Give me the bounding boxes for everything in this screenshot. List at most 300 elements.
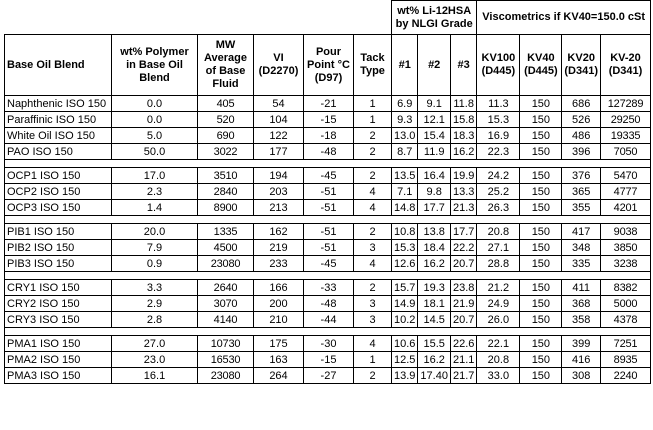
table-row bbox=[5, 112, 651, 128]
cell-vi: 203 bbox=[254, 184, 304, 200]
cell-kv-minus20: 127289 bbox=[601, 96, 651, 112]
cell-tack-type: 1 bbox=[354, 352, 392, 368]
cell-kv100: 16.9 bbox=[477, 128, 520, 144]
col-header-mw: MW Average of Base Fluid bbox=[198, 35, 254, 96]
cell-grade-1: 15.3 bbox=[392, 240, 418, 256]
cell-grade-1: 15.7 bbox=[392, 280, 418, 296]
cell-kv40: 150 bbox=[520, 144, 562, 160]
cell-kv40: 150 bbox=[520, 336, 562, 352]
cell-blend-name: Paraffinic ISO 150 bbox=[5, 112, 112, 128]
cell-mw-average: 3022 bbox=[198, 144, 254, 160]
cell-pour-point: -44 bbox=[304, 312, 354, 328]
separator-cell bbox=[450, 216, 476, 224]
cell-grade-1: 8.7 bbox=[392, 144, 418, 160]
cell-kv20: 416 bbox=[562, 352, 601, 368]
cell-kv100: 15.3 bbox=[477, 112, 520, 128]
cell-kv20: 308 bbox=[562, 368, 601, 384]
cell-blend-name: PMA3 ISO 150 bbox=[5, 368, 112, 384]
grease-group-header: wt% Li-12HSA by NLGI Grade bbox=[392, 1, 477, 35]
separator-cell bbox=[354, 160, 392, 168]
table-row bbox=[5, 280, 651, 296]
separator-cell bbox=[354, 328, 392, 336]
cell-blend-name: PMA1 ISO 150 bbox=[5, 336, 112, 352]
cell-wt-polymer: 20.0 bbox=[112, 224, 198, 240]
cell-tack-type: 4 bbox=[354, 184, 392, 200]
cell-kv100: 22.3 bbox=[477, 144, 520, 160]
cell-grade-3: 21.3 bbox=[450, 200, 476, 216]
cell-grade-1: 13.9 bbox=[392, 368, 418, 384]
cell-blend-name: CRY3 ISO 150 bbox=[5, 312, 112, 328]
cell-vi: 200 bbox=[254, 296, 304, 312]
table-row bbox=[5, 144, 651, 160]
cell-kv20: 686 bbox=[562, 96, 601, 112]
cell-blend-name: White Oil ISO 150 bbox=[5, 128, 112, 144]
cell-grade-3: 20.7 bbox=[450, 312, 476, 328]
cell-wt-polymer: 2.8 bbox=[112, 312, 198, 328]
cell-grade-3: 13.3 bbox=[450, 184, 476, 200]
cell-tack-type: 1 bbox=[354, 112, 392, 128]
cell-grade-3: 18.3 bbox=[450, 128, 476, 144]
cell-kv-minus20: 5000 bbox=[601, 296, 651, 312]
separator-cell bbox=[418, 328, 451, 336]
cell-blend-name: OCP2 ISO 150 bbox=[5, 184, 112, 200]
cell-grade-1: 10.2 bbox=[392, 312, 418, 328]
cell-mw-average: 520 bbox=[198, 112, 254, 128]
cell-grade-1: 6.9 bbox=[392, 96, 418, 112]
table-row bbox=[5, 368, 651, 384]
cell-mw-average: 690 bbox=[198, 128, 254, 144]
cell-wt-polymer: 7.9 bbox=[112, 240, 198, 256]
cell-kv20: 399 bbox=[562, 336, 601, 352]
cell-grade-1: 14.9 bbox=[392, 296, 418, 312]
cell-grade-1: 10.6 bbox=[392, 336, 418, 352]
cell-kv-minus20: 3850 bbox=[601, 240, 651, 256]
cell-blend-name: CRY2 ISO 150 bbox=[5, 296, 112, 312]
separator-cell bbox=[254, 272, 304, 280]
cell-blend-name: CRY1 ISO 150 bbox=[5, 280, 112, 296]
separator-cell bbox=[601, 328, 651, 336]
cell-kv20: 417 bbox=[562, 224, 601, 240]
cell-kv100: 20.8 bbox=[477, 352, 520, 368]
cell-grade-1: 14.8 bbox=[392, 200, 418, 216]
group-separator-row bbox=[5, 216, 651, 224]
cell-tack-type: 3 bbox=[354, 240, 392, 256]
cell-tack-type: 2 bbox=[354, 368, 392, 384]
cell-vi: 210 bbox=[254, 312, 304, 328]
cell-kv100: 24.2 bbox=[477, 168, 520, 184]
cell-grade-3: 23.8 bbox=[450, 280, 476, 296]
separator-cell bbox=[520, 272, 562, 280]
cell-grade-3: 21.1 bbox=[450, 352, 476, 368]
cell-kv20: 396 bbox=[562, 144, 601, 160]
cell-kv100: 22.1 bbox=[477, 336, 520, 352]
cell-kv100: 27.1 bbox=[477, 240, 520, 256]
cell-wt-polymer: 0.0 bbox=[112, 112, 198, 128]
cell-pour-point: -21 bbox=[304, 96, 354, 112]
table-row bbox=[5, 96, 651, 112]
cell-grade-2: 18.1 bbox=[418, 296, 451, 312]
cell-kv100: 11.3 bbox=[477, 96, 520, 112]
cell-kv-minus20: 19335 bbox=[601, 128, 651, 144]
cell-grade-3: 19.9 bbox=[450, 168, 476, 184]
table-row bbox=[5, 312, 651, 328]
cell-kv40: 150 bbox=[520, 368, 562, 384]
cell-kv40: 150 bbox=[520, 256, 562, 272]
separator-cell bbox=[601, 216, 651, 224]
cell-vi: 166 bbox=[254, 280, 304, 296]
cell-grade-2: 13.8 bbox=[418, 224, 451, 240]
col-header-kv100: KV100 (D445) bbox=[477, 35, 520, 96]
cell-pour-point: -51 bbox=[304, 184, 354, 200]
cell-grade-1: 12.6 bbox=[392, 256, 418, 272]
separator-cell bbox=[112, 216, 198, 224]
col-header-grade-3: #3 bbox=[450, 35, 476, 96]
cell-blend-name: OCP3 ISO 150 bbox=[5, 200, 112, 216]
cell-grade-2: 12.1 bbox=[418, 112, 451, 128]
cell-blend-name: OCP1 ISO 150 bbox=[5, 168, 112, 184]
cell-vi: 194 bbox=[254, 168, 304, 184]
cell-kv100: 33.0 bbox=[477, 368, 520, 384]
cell-grade-2: 9.1 bbox=[418, 96, 451, 112]
col-header-kv40: KV40 (D445) bbox=[520, 35, 562, 96]
separator-cell bbox=[450, 328, 476, 336]
col-header-vi: VI (D2270) bbox=[254, 35, 304, 96]
cell-vi: 162 bbox=[254, 224, 304, 240]
separator-cell bbox=[562, 272, 601, 280]
cell-kv20: 411 bbox=[562, 280, 601, 296]
cell-mw-average: 4500 bbox=[198, 240, 254, 256]
cell-kv-minus20: 3238 bbox=[601, 256, 651, 272]
cell-kv20: 358 bbox=[562, 312, 601, 328]
cell-vi: 233 bbox=[254, 256, 304, 272]
cell-pour-point: -30 bbox=[304, 336, 354, 352]
separator-cell bbox=[354, 216, 392, 224]
cell-wt-polymer: 3.3 bbox=[112, 280, 198, 296]
cell-wt-polymer: 0.9 bbox=[112, 256, 198, 272]
cell-mw-average: 4140 bbox=[198, 312, 254, 328]
cell-wt-polymer: 1.4 bbox=[112, 200, 198, 216]
separator-cell bbox=[304, 328, 354, 336]
group-header-row bbox=[5, 1, 651, 35]
separator-cell bbox=[392, 216, 418, 224]
separator-cell bbox=[418, 160, 451, 168]
cell-grade-1: 7.1 bbox=[392, 184, 418, 200]
cell-blend-name: Naphthenic ISO 150 bbox=[5, 96, 112, 112]
cell-kv100: 28.8 bbox=[477, 256, 520, 272]
cell-blend-name: PIB1 ISO 150 bbox=[5, 224, 112, 240]
separator-cell bbox=[198, 216, 254, 224]
cell-grade-1: 13.0 bbox=[392, 128, 418, 144]
cell-grade-2: 15.4 bbox=[418, 128, 451, 144]
separator-cell bbox=[392, 328, 418, 336]
viscometrics-group-header: Viscometrics if KV40=150.0 cSt bbox=[477, 1, 651, 35]
cell-kv20: 368 bbox=[562, 296, 601, 312]
cell-blend-name: PMA2 ISO 150 bbox=[5, 352, 112, 368]
cell-kv100: 20.8 bbox=[477, 224, 520, 240]
separator-cell bbox=[477, 216, 520, 224]
separator-cell bbox=[601, 160, 651, 168]
cell-tack-type: 3 bbox=[354, 312, 392, 328]
cell-grade-3: 15.8 bbox=[450, 112, 476, 128]
cell-kv40: 150 bbox=[520, 112, 562, 128]
cell-grade-2: 16.4 bbox=[418, 168, 451, 184]
table-row bbox=[5, 336, 651, 352]
cell-vi: 177 bbox=[254, 144, 304, 160]
separator-cell bbox=[477, 160, 520, 168]
cell-grade-1: 13.5 bbox=[392, 168, 418, 184]
cell-grade-3: 21.7 bbox=[450, 368, 476, 384]
table-row bbox=[5, 168, 651, 184]
cell-pour-point: -51 bbox=[304, 224, 354, 240]
separator-cell bbox=[520, 160, 562, 168]
cell-wt-polymer: 27.0 bbox=[112, 336, 198, 352]
cell-tack-type: 2 bbox=[354, 224, 392, 240]
cell-pour-point: -51 bbox=[304, 200, 354, 216]
cell-kv-minus20: 29250 bbox=[601, 112, 651, 128]
column-header-row bbox=[5, 35, 651, 96]
cell-kv40: 150 bbox=[520, 224, 562, 240]
cell-kv40: 150 bbox=[520, 96, 562, 112]
table-row bbox=[5, 128, 651, 144]
cell-tack-type: 2 bbox=[354, 168, 392, 184]
separator-cell bbox=[304, 160, 354, 168]
cell-grade-3: 17.7 bbox=[450, 224, 476, 240]
col-header-tack-type: Tack Type bbox=[354, 35, 392, 96]
cell-tack-type: 2 bbox=[354, 128, 392, 144]
cell-pour-point: -15 bbox=[304, 112, 354, 128]
separator-cell bbox=[112, 160, 198, 168]
cell-pour-point: -27 bbox=[304, 368, 354, 384]
cell-blend-name: PIB2 ISO 150 bbox=[5, 240, 112, 256]
separator-cell bbox=[198, 160, 254, 168]
cell-tack-type: 2 bbox=[354, 280, 392, 296]
separator-cell bbox=[450, 160, 476, 168]
separator-cell bbox=[5, 160, 112, 168]
cell-kv40: 150 bbox=[520, 296, 562, 312]
cell-tack-type: 2 bbox=[354, 144, 392, 160]
cell-grade-3: 22.2 bbox=[450, 240, 476, 256]
cell-wt-polymer: 0.0 bbox=[112, 96, 198, 112]
separator-cell bbox=[601, 272, 651, 280]
base-oil-blend-table bbox=[4, 0, 651, 384]
cell-grade-3: 22.6 bbox=[450, 336, 476, 352]
cell-mw-average: 2640 bbox=[198, 280, 254, 296]
table-row bbox=[5, 224, 651, 240]
separator-cell bbox=[477, 272, 520, 280]
table-body bbox=[5, 96, 651, 384]
cell-kv20: 486 bbox=[562, 128, 601, 144]
separator-cell bbox=[520, 328, 562, 336]
separator-cell bbox=[254, 216, 304, 224]
cell-kv-minus20: 4201 bbox=[601, 200, 651, 216]
cell-mw-average: 405 bbox=[198, 96, 254, 112]
cell-wt-polymer: 16.1 bbox=[112, 368, 198, 384]
cell-pour-point: -45 bbox=[304, 168, 354, 184]
cell-vi: 213 bbox=[254, 200, 304, 216]
separator-cell bbox=[254, 160, 304, 168]
cell-mw-average: 3070 bbox=[198, 296, 254, 312]
separator-cell bbox=[520, 216, 562, 224]
group-separator-row bbox=[5, 328, 651, 336]
cell-grade-3: 11.8 bbox=[450, 96, 476, 112]
table-row bbox=[5, 184, 651, 200]
col-header-blend: Base Oil Blend bbox=[5, 35, 112, 96]
cell-blend-name: PIB3 ISO 150 bbox=[5, 256, 112, 272]
separator-cell bbox=[304, 216, 354, 224]
separator-cell bbox=[5, 272, 112, 280]
cell-kv20: 355 bbox=[562, 200, 601, 216]
cell-wt-polymer: 5.0 bbox=[112, 128, 198, 144]
cell-grade-2: 9.8 bbox=[418, 184, 451, 200]
cell-kv-minus20: 7050 bbox=[601, 144, 651, 160]
separator-cell bbox=[392, 272, 418, 280]
group-separator-row bbox=[5, 272, 651, 280]
cell-grade-2: 16.2 bbox=[418, 256, 451, 272]
cell-wt-polymer: 17.0 bbox=[112, 168, 198, 184]
table-row bbox=[5, 296, 651, 312]
cell-mw-average: 23080 bbox=[198, 368, 254, 384]
separator-cell bbox=[418, 272, 451, 280]
cell-mw-average: 1335 bbox=[198, 224, 254, 240]
separator-cell bbox=[254, 328, 304, 336]
table-row bbox=[5, 256, 651, 272]
separator-cell bbox=[562, 160, 601, 168]
cell-mw-average: 8900 bbox=[198, 200, 254, 216]
cell-wt-polymer: 23.0 bbox=[112, 352, 198, 368]
cell-wt-polymer: 2.9 bbox=[112, 296, 198, 312]
separator-cell bbox=[112, 328, 198, 336]
col-header-grade-1: #1 bbox=[392, 35, 418, 96]
cell-kv-minus20: 8382 bbox=[601, 280, 651, 296]
cell-vi: 163 bbox=[254, 352, 304, 368]
group-header-blank bbox=[5, 1, 392, 35]
cell-kv40: 150 bbox=[520, 168, 562, 184]
cell-vi: 122 bbox=[254, 128, 304, 144]
col-header-wt-polymer: wt% Polymer in Base Oil Blend bbox=[112, 35, 198, 96]
cell-kv100: 26.3 bbox=[477, 200, 520, 216]
cell-mw-average: 16530 bbox=[198, 352, 254, 368]
cell-kv20: 376 bbox=[562, 168, 601, 184]
cell-grade-2: 15.5 bbox=[418, 336, 451, 352]
cell-kv40: 150 bbox=[520, 128, 562, 144]
cell-pour-point: -18 bbox=[304, 128, 354, 144]
cell-tack-type: 4 bbox=[354, 200, 392, 216]
cell-kv-minus20: 9038 bbox=[601, 224, 651, 240]
cell-grade-2: 18.4 bbox=[418, 240, 451, 256]
cell-kv100: 25.2 bbox=[477, 184, 520, 200]
separator-cell bbox=[112, 272, 198, 280]
cell-grade-1: 9.3 bbox=[392, 112, 418, 128]
cell-grade-1: 12.5 bbox=[392, 352, 418, 368]
cell-blend-name: PAO ISO 150 bbox=[5, 144, 112, 160]
cell-kv-minus20: 7251 bbox=[601, 336, 651, 352]
cell-vi: 264 bbox=[254, 368, 304, 384]
separator-cell bbox=[198, 328, 254, 336]
separator-cell bbox=[477, 328, 520, 336]
col-header-kv-minus20: KV-20 (D341) bbox=[601, 35, 651, 96]
cell-grade-3: 21.9 bbox=[450, 296, 476, 312]
cell-pour-point: -51 bbox=[304, 240, 354, 256]
cell-grade-3: 16.2 bbox=[450, 144, 476, 160]
cell-kv-minus20: 2240 bbox=[601, 368, 651, 384]
cell-tack-type: 4 bbox=[354, 256, 392, 272]
cell-vi: 219 bbox=[254, 240, 304, 256]
cell-kv40: 150 bbox=[520, 280, 562, 296]
cell-kv20: 365 bbox=[562, 184, 601, 200]
cell-kv40: 150 bbox=[520, 200, 562, 216]
cell-grade-1: 10.8 bbox=[392, 224, 418, 240]
cell-kv100: 24.9 bbox=[477, 296, 520, 312]
cell-grade-2: 17.7 bbox=[418, 200, 451, 216]
cell-pour-point: -48 bbox=[304, 296, 354, 312]
cell-kv-minus20: 5470 bbox=[601, 168, 651, 184]
cell-mw-average: 2840 bbox=[198, 184, 254, 200]
separator-cell bbox=[450, 272, 476, 280]
separator-cell bbox=[5, 328, 112, 336]
cell-kv40: 150 bbox=[520, 184, 562, 200]
cell-pour-point: -45 bbox=[304, 256, 354, 272]
cell-grade-2: 14.5 bbox=[418, 312, 451, 328]
separator-cell bbox=[354, 272, 392, 280]
cell-wt-polymer: 50.0 bbox=[112, 144, 198, 160]
cell-tack-type: 1 bbox=[354, 96, 392, 112]
cell-grade-2: 19.3 bbox=[418, 280, 451, 296]
cell-kv-minus20: 4378 bbox=[601, 312, 651, 328]
cell-kv100: 21.2 bbox=[477, 280, 520, 296]
cell-vi: 104 bbox=[254, 112, 304, 128]
cell-pour-point: -33 bbox=[304, 280, 354, 296]
separator-cell bbox=[562, 328, 601, 336]
cell-tack-type: 4 bbox=[354, 336, 392, 352]
table-row bbox=[5, 200, 651, 216]
cell-kv20: 348 bbox=[562, 240, 601, 256]
cell-kv40: 150 bbox=[520, 352, 562, 368]
table-row bbox=[5, 352, 651, 368]
cell-kv40: 150 bbox=[520, 240, 562, 256]
col-header-kv20: KV20 (D341) bbox=[562, 35, 601, 96]
table-row bbox=[5, 240, 651, 256]
cell-grade-2: 17.40 bbox=[418, 368, 451, 384]
cell-kv-minus20: 4777 bbox=[601, 184, 651, 200]
col-header-pour-point: Pour Point °C (D97) bbox=[304, 35, 354, 96]
cell-kv40: 150 bbox=[520, 312, 562, 328]
cell-mw-average: 3510 bbox=[198, 168, 254, 184]
cell-wt-polymer: 2.3 bbox=[112, 184, 198, 200]
cell-pour-point: -48 bbox=[304, 144, 354, 160]
cell-kv20: 335 bbox=[562, 256, 601, 272]
cell-tack-type: 3 bbox=[354, 296, 392, 312]
cell-kv-minus20: 8935 bbox=[601, 352, 651, 368]
cell-grade-2: 11.9 bbox=[418, 144, 451, 160]
cell-pour-point: -15 bbox=[304, 352, 354, 368]
cell-kv20: 526 bbox=[562, 112, 601, 128]
separator-cell bbox=[562, 216, 601, 224]
cell-grade-3: 20.7 bbox=[450, 256, 476, 272]
separator-cell bbox=[304, 272, 354, 280]
cell-vi: 54 bbox=[254, 96, 304, 112]
separator-cell bbox=[198, 272, 254, 280]
group-separator-row bbox=[5, 160, 651, 168]
cell-mw-average: 10730 bbox=[198, 336, 254, 352]
cell-mw-average: 23080 bbox=[198, 256, 254, 272]
cell-grade-2: 16.2 bbox=[418, 352, 451, 368]
cell-vi: 175 bbox=[254, 336, 304, 352]
cell-kv100: 26.0 bbox=[477, 312, 520, 328]
separator-cell bbox=[392, 160, 418, 168]
separator-cell bbox=[5, 216, 112, 224]
col-header-grade-2: #2 bbox=[418, 35, 451, 96]
separator-cell bbox=[418, 216, 451, 224]
